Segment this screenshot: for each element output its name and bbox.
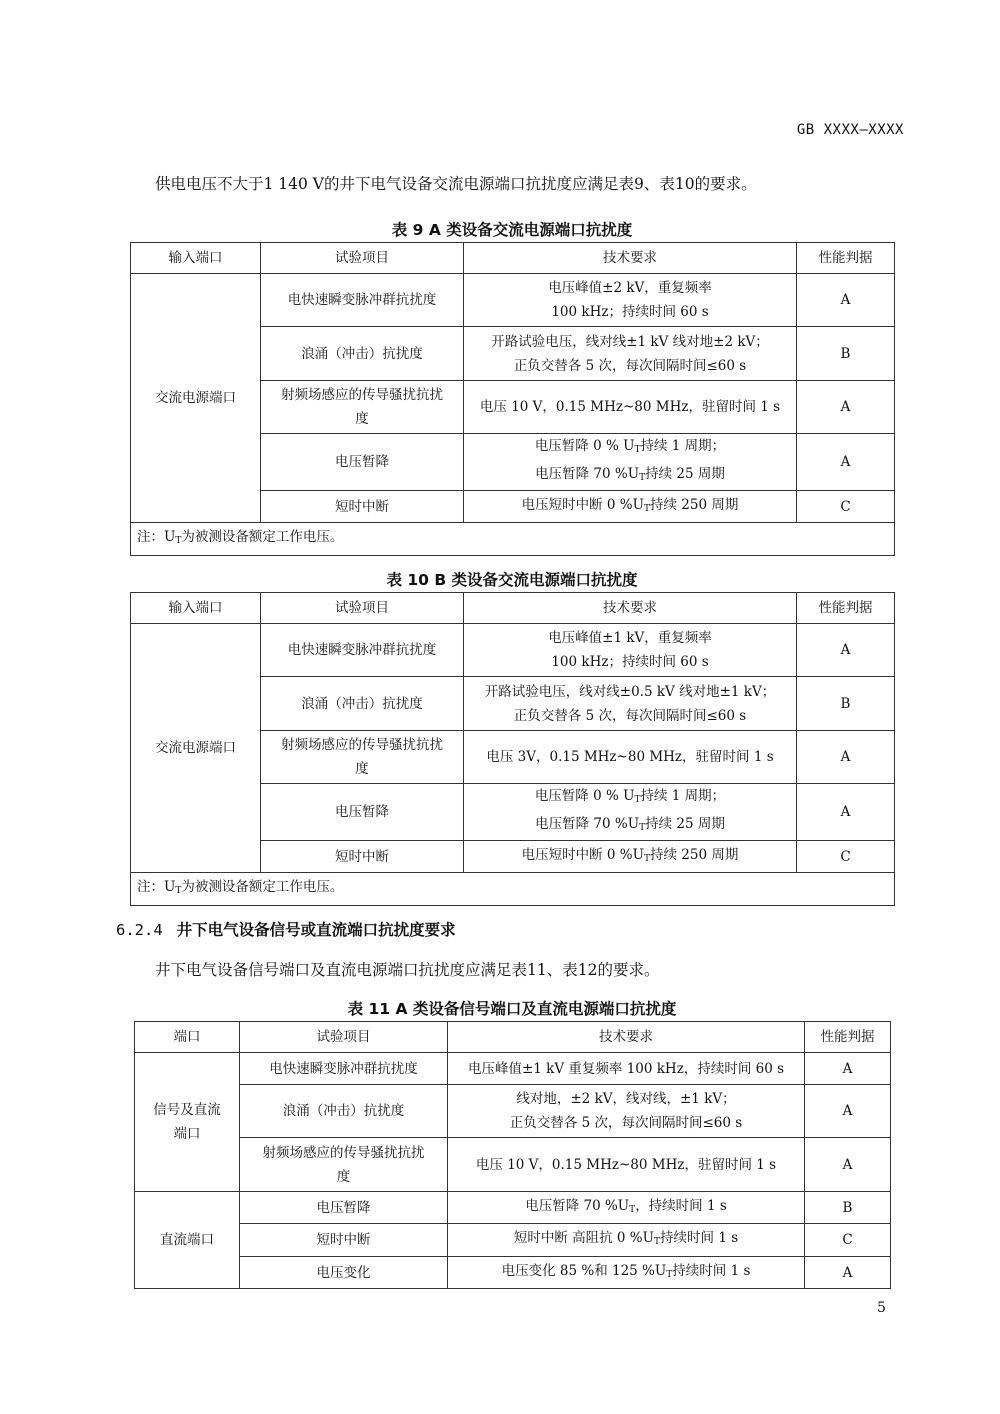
table-note: 注：$U_T$为被测设备额定工作电压。 <box>131 523 895 556</box>
requirement: 短时中断 高阻抗 0 $\%U_T$持续时间 1 s <box>448 1224 805 1257</box>
requirement: 电压暂降 0 % $U_T$持续 1 周期； 电压暂降 70 $\%U_T$持续 25 周期 <box>464 434 797 491</box>
table-row <box>135 1192 891 1224</box>
requirement: 电压短时中断 0 $\%U_T$持续 250 周期 <box>464 491 797 523</box>
criterion: C <box>797 841 895 873</box>
test-item: 射频场感应的传导骚扰抗扰 度 <box>240 1138 448 1192</box>
table-row <box>135 1085 891 1138</box>
test-item: 电压变化 <box>240 1257 448 1289</box>
criterion: C <box>805 1224 891 1257</box>
table-note-row <box>131 873 895 906</box>
test-item: 电快速瞬变脉冲群抗扰度 <box>240 1053 448 1085</box>
requirement: 线对地，±2 kV，线对线，±1 kV； 正负交替各 5 次，每次间隔时间≤60 s <box>448 1085 805 1138</box>
port-cell: 直流端口 <box>135 1192 240 1289</box>
test-item: 射频场感应的传导骚扰抗扰 度 <box>261 731 464 784</box>
criterion: A <box>797 274 895 327</box>
table-row <box>131 624 895 677</box>
test-item: 电压暂降 <box>240 1192 448 1224</box>
test-item: 短时中断 <box>261 841 464 873</box>
criterion: B <box>805 1192 891 1224</box>
requirement: 开路试验电压，线对线±0.5 kV 线对地±1 kV； 正负交替各 5 次，每次间隔时间≤60 s <box>464 677 797 731</box>
test-item: 电压暂降 <box>261 434 464 491</box>
page-number: 5 <box>877 1300 886 1316</box>
table-row <box>135 1053 891 1085</box>
table-row <box>135 1138 891 1192</box>
section-number: 6.2.4 <box>116 921 163 939</box>
header-cell: 性能判据 <box>805 1022 891 1053</box>
criterion: A <box>805 1138 891 1192</box>
header-cell: 输入端口 <box>131 593 261 624</box>
test-item: 短时中断 <box>240 1224 448 1257</box>
criterion: A <box>805 1257 891 1289</box>
section-heading <box>116 918 456 940</box>
table-row <box>135 1257 891 1289</box>
table-note-row <box>131 523 895 556</box>
port-cell: 信号及直流 端口 <box>135 1053 240 1192</box>
header-cell: 技术要求 <box>464 243 797 274</box>
test-item: 浪涌（冲击）抗扰度 <box>240 1085 448 1138</box>
table-row <box>131 274 895 327</box>
header-cell: 性能判据 <box>797 593 895 624</box>
header-cell: 试验项目 <box>240 1022 448 1053</box>
criterion: A <box>797 784 895 841</box>
header-cell: 技术要求 <box>464 593 797 624</box>
header-cell: 性能判据 <box>797 243 895 274</box>
test-item: 短时中断 <box>261 491 464 523</box>
requirement: 开路试验电压，线对线±1 kV 线对地±2 kV； 正负交替各 5 次，每次间隔时间≤60 s <box>464 327 797 381</box>
port-cell: 交流电源端口 <box>131 624 261 873</box>
table9 <box>130 242 895 556</box>
requirement: 电压 3V，0.15 MHz~80 MHz，驻留时间 1 s <box>464 731 797 784</box>
port-cell: 交流电源端口 <box>131 274 261 523</box>
header-cell: 试验项目 <box>261 243 464 274</box>
intro-paragraph-2: 井下电气设备信号端口及直流电源端口抗扰度应满足表11、表12的要求。 <box>155 961 660 979</box>
requirement: 电压 10 V，0.15 MHz~80 MHz，驻留时间 1 s <box>448 1138 805 1192</box>
table11-caption: 表 11 A 类设备信号端口及直流电源端口抗扰度 <box>347 1000 677 1018</box>
table-header-row <box>131 243 895 274</box>
requirement: 电压峰值±2 kV，重复频率 100 kHz；持续时间 60 s <box>464 274 797 327</box>
intro-paragraph-1: 供电电压不大于1 140 V的井下电气设备交流电源端口抗扰度应满足表9、表10的要求。 <box>155 175 757 193</box>
test-item: 浪涌（冲击）抗扰度 <box>261 327 464 381</box>
test-item: 电快速瞬变脉冲群抗扰度 <box>261 274 464 327</box>
test-item: 浪涌（冲击）抗扰度 <box>261 677 464 731</box>
test-item: 射频场感应的传导骚扰抗扰 度 <box>261 381 464 434</box>
requirement: 电压 10 V，0.15 MHz~80 MHz，驻留时间 1 s <box>464 381 797 434</box>
test-item: 电快速瞬变脉冲群抗扰度 <box>261 624 464 677</box>
requirement: 电压变化 85 %和 125 $\%U_T$持续时间 1 s <box>448 1257 805 1289</box>
criterion: A <box>797 731 895 784</box>
criterion: B <box>797 327 895 381</box>
criterion: A <box>797 434 895 491</box>
requirement: 电压暂降 0 % $U_T$持续 1 周期； 电压暂降 70 $\%U_T$持续 25 周期 <box>464 784 797 841</box>
table10-caption: 表 10 B 类设备交流电源端口抗扰度 <box>386 571 638 589</box>
section-title: 井下电气设备信号或直流端口抗扰度要求 <box>176 921 456 939</box>
table-header-row <box>135 1022 891 1053</box>
table10 <box>130 592 895 906</box>
criterion: A <box>797 624 895 677</box>
table-header-row <box>131 593 895 624</box>
document-code: GB XXXX—XXXX <box>796 122 904 138</box>
criterion: A <box>805 1053 891 1085</box>
header-cell: 技术要求 <box>448 1022 805 1053</box>
requirement: 电压峰值±1 kV，重复频率 100 kHz；持续时间 60 s <box>464 624 797 677</box>
test-item: 电压暂降 <box>261 784 464 841</box>
criterion: A <box>805 1085 891 1138</box>
header-cell: 试验项目 <box>261 593 464 624</box>
table-note: 注：$U_T$为被测设备额定工作电压。 <box>131 873 895 906</box>
requirement: 电压峰值±1 kV 重复频率 100 kHz，持续时间 60 s <box>448 1053 805 1085</box>
table11 <box>134 1021 891 1289</box>
requirement: 电压暂降 70 $\%U_T$，持续时间 1 s <box>448 1192 805 1224</box>
header-cell: 端口 <box>135 1022 240 1053</box>
requirement: 电压短时中断 0 $\%U_T$持续 250 周期 <box>464 841 797 873</box>
criterion: A <box>797 381 895 434</box>
table-row <box>135 1224 891 1257</box>
table9-caption: 表 9 A 类设备交流电源端口抗扰度 <box>391 221 633 239</box>
criterion: C <box>797 491 895 523</box>
criterion: B <box>797 677 895 731</box>
header-cell: 输入端口 <box>131 243 261 274</box>
